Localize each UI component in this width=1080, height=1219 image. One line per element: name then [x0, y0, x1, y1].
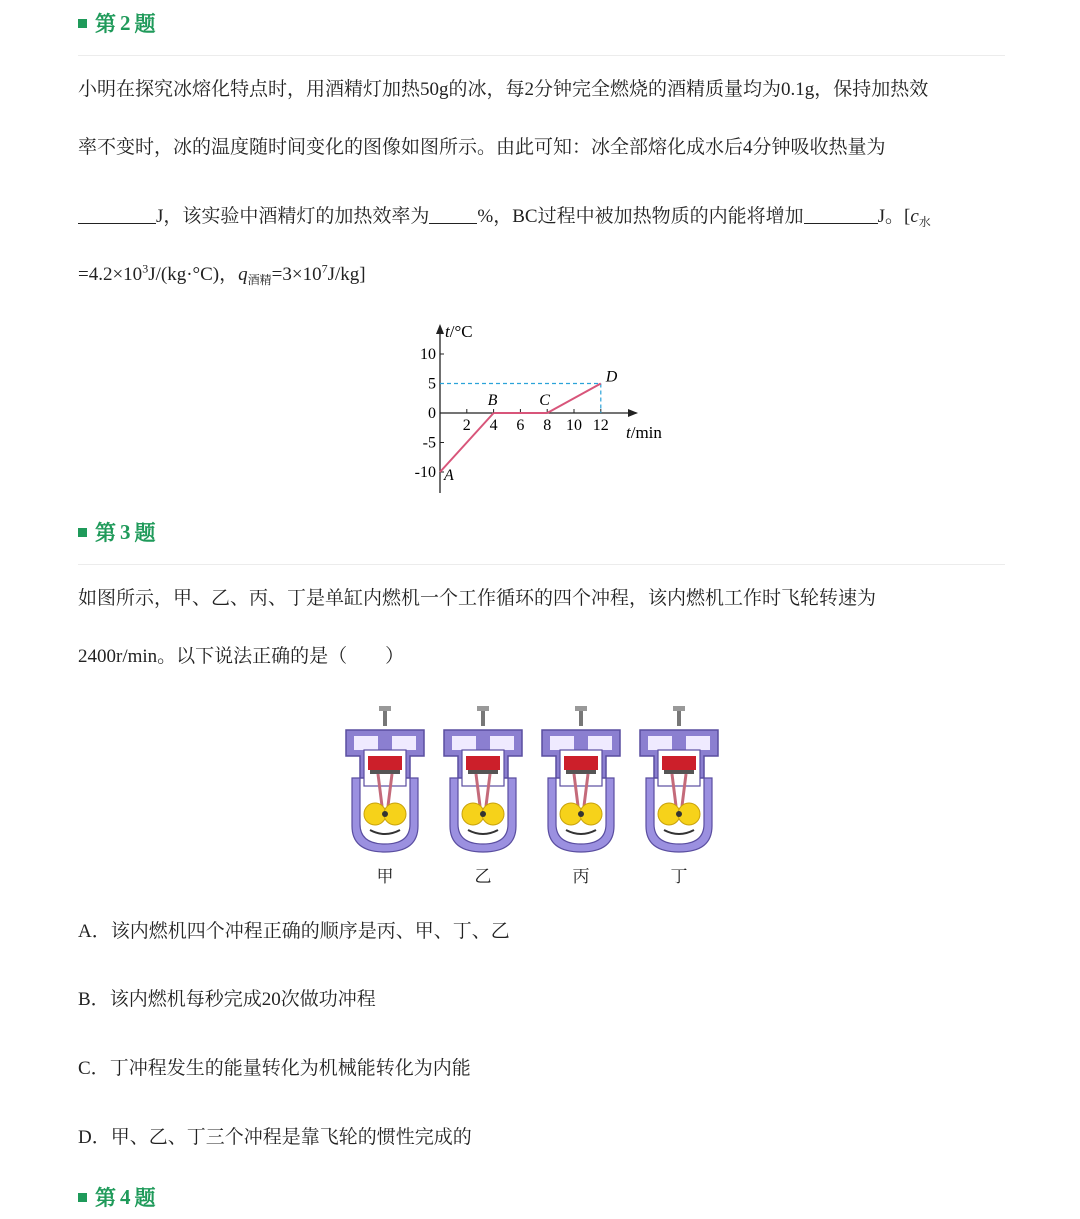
option-a[interactable]: A．该内燃机四个冲程正确的顺序是丙、甲、丁、乙 — [78, 920, 510, 942]
temperature-time-chart — [400, 318, 690, 493]
point-label-A: A — [444, 467, 454, 484]
option-d[interactable]: D．甲、乙、丁三个冲程是靠飞轮的惯性完成的 — [78, 1126, 472, 1148]
x-axis-arrow-icon — [628, 409, 638, 417]
x-tick-label: 10 — [566, 417, 582, 434]
heading-marker-icon — [78, 1193, 87, 1202]
q2-line-4: $=4.2\times 10^3J/(kg\cdot^\circ C)$，$q_{酒精}=3\times 10^7J/kg$] — [78, 261, 366, 287]
heading-marker-icon — [78, 528, 87, 537]
x-axis-label: t/min — [626, 423, 662, 442]
q2-line-2: 率不变时，冰的温度随时间变化的图像如图所示。由此可知：冰全部熔化成水后4分钟吸收热量为 — [78, 136, 886, 158]
heading-marker-icon — [78, 19, 87, 28]
y-tick-label: 0 — [428, 405, 436, 422]
x-tick-label: 12 — [592, 417, 609, 434]
question-number: 4 — [120, 1184, 131, 1209]
answer-blank-3[interactable] — [804, 205, 878, 224]
heading-prefix: 第 — [95, 12, 116, 36]
answer-blank-2[interactable] — [429, 205, 477, 224]
engine-label: 乙 — [474, 867, 492, 887]
point-label-B: B — [487, 392, 498, 409]
question-3-heading: 第 3 题 — [78, 517, 156, 547]
y-tick-label: -5 — [422, 434, 436, 452]
heading-suffix: 题 — [134, 12, 156, 36]
x-tick-label: 4 — [489, 417, 498, 434]
engine-stroke-2 — [438, 706, 528, 886]
y-tick-label: 5 — [428, 375, 436, 393]
x-tick-label: 6 — [516, 417, 525, 434]
engine-stroke-3 — [536, 706, 626, 886]
engine-icon — [634, 706, 724, 854]
option-c[interactable]: C．丁冲程发生的能量转化为机械能转化为内能 — [78, 1057, 471, 1079]
point-label-D: D — [605, 368, 618, 386]
divider — [78, 55, 1005, 56]
point-label-C: C — [539, 392, 550, 409]
engine-label: 丙 — [572, 867, 590, 887]
y-tick-label: 10 — [420, 346, 436, 363]
series-segment-CD — [547, 384, 601, 414]
question-number: 3 — [120, 519, 131, 544]
answer-blank-1[interactable] — [78, 205, 156, 224]
y-axis-label: t/°C — [445, 322, 473, 341]
engine-label: 甲 — [376, 867, 394, 887]
q2-line-1: 小明在探究冰熔化特点时，用酒精灯加热50g的冰，每2分钟完全燃烧的酒精质量均为0.1g，保持加热效 — [78, 78, 929, 100]
engine-stroke-1 — [340, 706, 430, 886]
y-axis-arrow-icon — [436, 324, 444, 334]
question-2-heading — [78, 8, 156, 38]
engine-icon — [536, 706, 626, 854]
engine-icon — [340, 706, 430, 854]
q2-line-3: J，该实验中酒精灯的加热效率为 %，BC过程中被加热物质的内能将增加 J。[$c_水$ — [78, 201, 931, 230]
x-tick-label: 8 — [543, 417, 552, 434]
engine-stroke-4 — [634, 706, 724, 886]
engine-strokes-figure — [340, 706, 740, 886]
question-4-heading: 第 4 题 — [78, 1182, 156, 1212]
option-b[interactable]: B．该内燃机每秒完成20次做功冲程 — [78, 988, 376, 1010]
engine-icon — [438, 706, 528, 854]
y-tick-label: -10 — [414, 464, 436, 481]
question-number: 2 — [120, 10, 131, 35]
q3-line-1: 如图所示，甲、乙、丙、丁是单缸内燃机一个工作循环的四个冲程，该内燃机工作时飞轮转速为 — [78, 587, 877, 609]
x-tick-label: 2 — [462, 417, 471, 434]
divider — [78, 564, 1005, 565]
q3-line-2: 2400r/min。以下说法正确的是（ ） — [78, 645, 405, 667]
engine-label: 丁 — [670, 867, 688, 887]
